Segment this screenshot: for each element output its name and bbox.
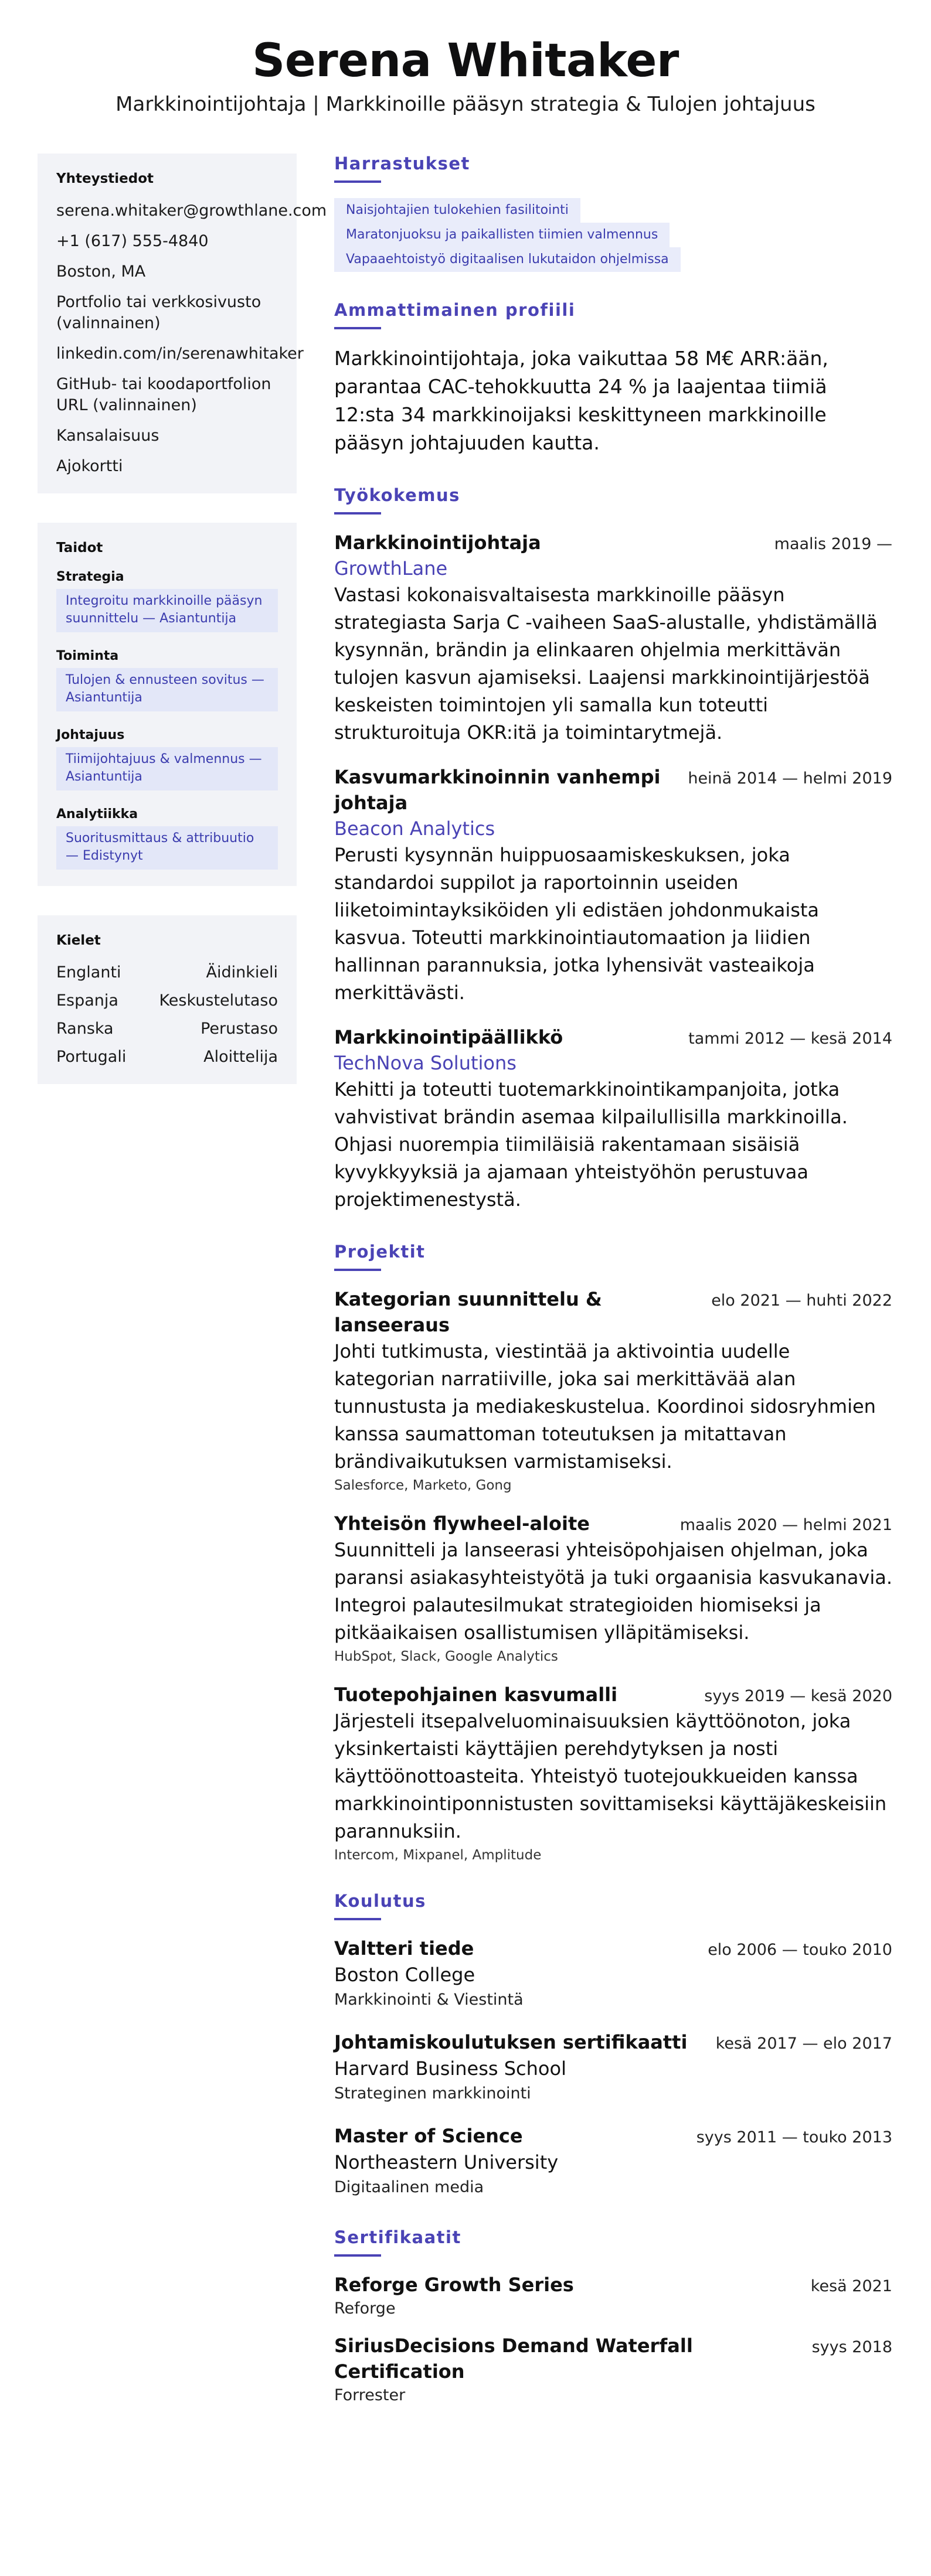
job-dates: tammi 2012 — kesä 2014 [688, 1030, 892, 1048]
education-entry [334, 1936, 892, 2012]
job-title: Markkinointipäällikkö [334, 1026, 563, 1048]
job-description: Perusti kysynnän huippuosaamiskeskuksen, joka standardoi suppilot ja raportoinnin useiden liiketoimintayksiköiden yli edistäen johdonmukaista kasvua. Toteutti markkinointiautomaation ja liidien hallinnan parannuksia, jotka lyhensivät vasteaikoja merkittävästi. [334, 844, 820, 1004]
skill-chip: Integroitu markkinoille pääsyn suunnittelu — Asiantuntija [56, 589, 278, 632]
language-row [56, 1018, 278, 1040]
projects-section [334, 1242, 892, 1863]
education-dates: kesä 2017 — elo 2017 [715, 2035, 892, 2053]
languages-card [38, 915, 297, 1084]
section-title: Sertifikaatit [334, 2227, 461, 2247]
skill-group [56, 728, 278, 790]
project-dates: elo 2021 — huhti 2022 [711, 1292, 892, 1310]
section-title: Koulutus [334, 1891, 426, 1911]
project-name: Tuotepohjainen kasvumalli [334, 1684, 618, 1706]
language-row [56, 1047, 278, 1068]
main-column [334, 154, 892, 2435]
contact-card [38, 154, 327, 493]
section-underline [334, 327, 381, 329]
section-title: Harrastukset [334, 154, 470, 173]
job-dates: maalis 2019 — [774, 535, 892, 553]
contact-title: Yhteystiedot [56, 171, 154, 186]
contact-location: Boston, MA [56, 263, 146, 281]
profile-section [334, 300, 892, 457]
education-dates: syys 2011 — touko 2013 [696, 2128, 892, 2146]
certification-entry [334, 2333, 892, 2407]
contact-phone[interactable]: +1 (617) 555-4840 [56, 232, 209, 250]
project-tech: Salesforce, Marketo, Gong [334, 1478, 512, 1493]
skill-category: Analytiikka [56, 807, 138, 822]
contact-github: GitHub- tai koodaportfolion URL (valinnainen) [56, 375, 271, 414]
language-name: Ranska [56, 1020, 114, 1038]
hobby-tag: Vapaaehtoistyö digitaalisen lukutaidon ohjelmissa [334, 247, 681, 272]
project-description: Johti tutkimusta, viestintää ja aktivointia uudelle kategorian narratiiville, joka sai merkittävää alan tunnustusta ja mediakeskustelua. Koordinoi sidosryhmien kanssa saumattoman toteutuksen ja mitattavan brändivaikutuksen varmistamiseksi. [334, 1340, 876, 1473]
education-entry [334, 2123, 892, 2199]
section-underline [334, 1269, 381, 1271]
language-level: Keskustelutaso [159, 991, 278, 1010]
company-name: GrowthLane [334, 557, 448, 580]
project-tech: Intercom, Mixpanel, Amplitude [334, 1848, 542, 1863]
skill-chip: Tulojen & ennusteen sovitus — Asiantuntija [56, 668, 278, 711]
contact-email[interactable]: serena.whitaker@growthlane.com [56, 202, 327, 220]
job-title: Markkinointijohtaja [334, 531, 541, 554]
project-name: Yhteisön flywheel-aloite [334, 1512, 590, 1535]
profile-text: Markkinointijohtaja, joka vaikuttaa 58 M€ ARR:ään, parantaa CAC-tehokkuutta 24 % ja laajentaa tiimiä 12:sta 34 markkinoijaksi keskittyneen markkinoille pääsyn johtajuuden kautta. [334, 347, 828, 454]
section-underline [334, 512, 381, 514]
hobby-tag: Maratonjuoksu ja paikallisten tiimien valmennus [334, 223, 670, 247]
study-field: Digitaalinen media [334, 2178, 484, 2196]
language-name: Espanja [56, 991, 118, 1010]
skill-group [56, 649, 278, 711]
study-field: Strateginen markkinointi [334, 2084, 531, 2103]
project-tech: HubSpot, Slack, Google Analytics [334, 1649, 558, 1664]
section-underline [334, 180, 381, 183]
experience-section [334, 485, 892, 1214]
certification-name: SiriusDecisions Demand Waterfall Certification [334, 2335, 693, 2383]
candidate-tagline: Markkinointijohtaja | Markkinoille pääsyn strategia & Tulojen johtajuus [115, 93, 816, 116]
language-row [56, 990, 278, 1011]
skill-category: Johtajuus [56, 728, 125, 742]
language-name: Englanti [56, 963, 121, 982]
study-field: Markkinointi & Viestintä [334, 1991, 524, 2009]
school-name: Northeastern University [334, 2151, 559, 2173]
education-entry [334, 2029, 892, 2105]
language-level: Aloittelija [203, 1048, 278, 1066]
company-name: TechNova Solutions [334, 1052, 517, 1074]
certifications-section [334, 2227, 892, 2407]
skill-category: Strategia [56, 570, 124, 584]
skill-chip: Tiimijohtajuus & valmennus — Asiantuntija [56, 747, 278, 790]
project-dates: maalis 2020 — helmi 2021 [679, 1516, 892, 1534]
skills-card [38, 523, 297, 886]
contact-portfolio: Portfolio tai verkkosivusto (valinnainen) [56, 293, 261, 332]
certification-issuer: Forrester [334, 2386, 406, 2404]
section-underline [334, 1918, 381, 1920]
language-level: Äidinkieli [206, 963, 278, 982]
school-name: Boston College [334, 1964, 475, 1986]
section-title: Projektit [334, 1242, 426, 1262]
job-title: Kasvumarkkinoinnin vanhempi johtaja [334, 766, 661, 814]
degree-name: Valtteri tiede [334, 1937, 474, 1960]
hobbies-section [334, 154, 892, 272]
skill-category: Toiminta [56, 649, 119, 663]
project-entry [334, 1682, 892, 1863]
degree-name: Master of Science [334, 2125, 523, 2147]
certification-name: Reforge Growth Series [334, 2274, 574, 2296]
hobby-tag: Naisjohtajien tulokehien fasilitointi [334, 198, 580, 223]
degree-name: Johtamiskoulutuksen sertifikaatti [334, 2031, 688, 2053]
project-dates: syys 2019 — kesä 2020 [704, 1687, 892, 1705]
language-row [56, 962, 278, 983]
certification-issuer: Reforge [334, 2299, 396, 2318]
contact-linkedin[interactable]: linkedin.com/in/serenawhitaker [56, 345, 304, 363]
project-description: Suunnitteli ja lanseerasi yhteisöpohjaisen ohjelman, joka paransi asiakasyhteistyötä ja tuki orgaanisia kasvukanavia. Integroi palautesilmukat strategioiden hiomiseksi ja pitkäaikaisen osallistumisen ylläpitämiseksi. [334, 1539, 892, 1644]
project-description: Järjesteli itsepalveluominaisuuksien käyttöönoton, joka yksinkertaisti käyttäjien perehdytyksen ja nosti käyttöönottoasteita. Yhteistyö tuotejoukkueiden kanssa markkinointiponnistusten sovittamiseksi käyttäjäkeskeisiin parannuksiin. [334, 1710, 887, 1842]
section-underline [334, 2254, 381, 2257]
skills-title: Taidot [56, 540, 103, 556]
certification-date: syys 2018 [811, 2338, 892, 2356]
language-name: Portugali [56, 1048, 127, 1066]
project-name: Kategorian suunnittelu & lanseeraus [334, 1288, 602, 1336]
experience-entry [334, 1024, 892, 1214]
candidate-name: Serena Whitaker [252, 35, 679, 87]
project-entry [334, 1286, 892, 1493]
contact-citizenship: Kansalaisuus [56, 427, 159, 445]
certification-entry [334, 2272, 892, 2320]
language-level: Perustaso [201, 1020, 278, 1038]
job-description: Vastasi kokonaisvaltaisesta markkinoille pääsyn strategiasta Sarja C -vaiheen SaaS-alustalle, yhdistämällä kysynnän, brändin ja elinkaaren ohjelmia merkittävän tulojen kasvun ajamiseksi. Laajensi markkinointijärjestöä keskeisten toimintojen yli samalla kun toteutti strukturoituja OKR:itä ja toimintarytmejä. [334, 584, 878, 744]
section-title: Ammattimainen profiili [334, 300, 576, 320]
skill-group [56, 807, 278, 870]
project-entry [334, 1511, 892, 1664]
skill-chip: Suoritusmittaus & attribuutio — Edistynyt [56, 826, 278, 870]
certification-date: kesä 2021 [810, 2277, 892, 2295]
languages-title: Kielet [56, 933, 101, 948]
company-name: Beacon Analytics [334, 817, 495, 840]
sidebar [38, 154, 327, 1113]
resume-header [0, 33, 931, 117]
education-dates: elo 2006 — touko 2010 [708, 1941, 892, 1959]
job-dates: heinä 2014 — helmi 2019 [688, 769, 892, 788]
job-description: Kehitti ja toteutti tuotemarkkinointikampanjoita, jotka vahvistivat brändin asemaa kilpailullisilla markkinoilla. Ohjasi nuorempia tiimiläisiä rakentamaan sisäisiä kyvykkyyksiä ja ajamaan yhteistyöhön perustuvaa projektimenestystä. [334, 1078, 848, 1211]
school-name: Harvard Business School [334, 2057, 566, 2080]
contact-license: Ajokortti [56, 457, 123, 475]
section-title: Työkokemus [334, 485, 460, 505]
education-section [334, 1891, 892, 2199]
experience-entry [334, 764, 892, 1007]
experience-entry [334, 530, 892, 747]
skill-group [56, 570, 278, 632]
